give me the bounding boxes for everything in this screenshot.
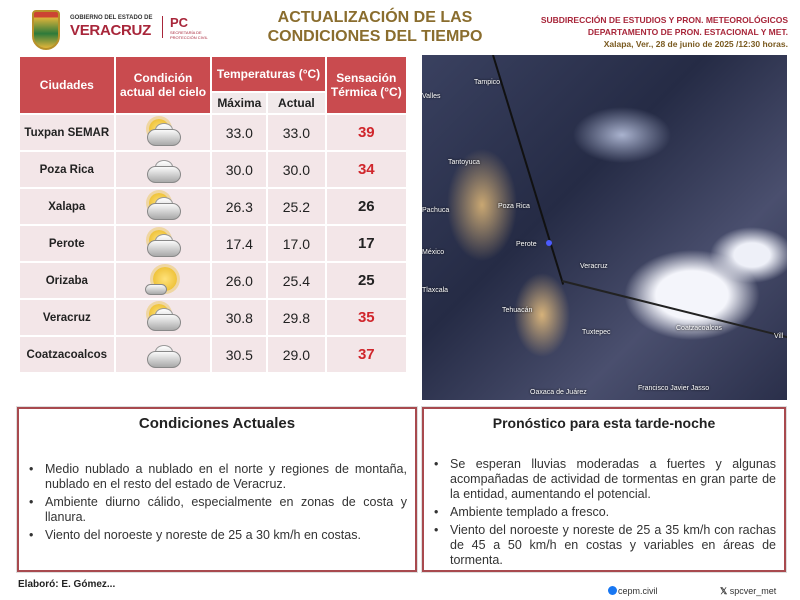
list-item: • Medio nublado a nublado en el norte y regiones de montaña, nublado en el resto del estado de Veracruz. [27, 462, 407, 492]
current-temp: 33.0 [268, 115, 324, 150]
feels-like: 26 [327, 189, 406, 224]
pc-subtitle: SECRETARÍA DE PROTECCIÓN CIVIL [170, 30, 208, 40]
map-label: México [422, 249, 445, 256]
map-label: Valles [422, 93, 441, 100]
sky-cell [116, 115, 211, 150]
table-row [20, 189, 406, 224]
weather-table [18, 55, 408, 374]
city-name: Veracruz [20, 300, 114, 335]
current-temp: 25.2 [268, 189, 324, 224]
current-temp: 30.0 [268, 152, 324, 187]
map-label: Tehuacán [502, 307, 533, 314]
max-temp: 30.0 [212, 152, 266, 187]
forecast-panel [422, 407, 786, 572]
max-temp: 30.5 [212, 337, 266, 372]
coastline [492, 55, 564, 285]
divider [162, 16, 163, 38]
x-handle: spcver_met [729, 586, 777, 596]
map-label: Tlaxcala [422, 287, 449, 294]
feels-like: 25 [327, 263, 406, 298]
current-temp: 25.4 [268, 263, 324, 298]
map-label: Oaxaca de Juárez [530, 389, 587, 396]
facebook-icon [608, 586, 617, 595]
sky-cell [116, 300, 211, 335]
sky-cell [116, 226, 211, 261]
col-sky: Condición actual del cielo [116, 57, 211, 113]
max-temp: 26.3 [212, 189, 266, 224]
dept-line1: SUBDIRECCIÓN DE ESTUDIOS Y PRON. METEOROLÓGICOS [540, 15, 788, 25]
table-row [20, 337, 406, 372]
location-marker [546, 240, 552, 246]
partly-cloudy-icon [143, 192, 183, 222]
col-city: Ciudades [20, 57, 114, 113]
feels-like: 39 [327, 115, 406, 150]
current-conditions-panel [17, 407, 417, 572]
map-label: Tantoyuca [448, 159, 480, 166]
list-item: • Viento del noroeste y noreste de 25 a 35 km/h con rachas de 45 a 50 km/h en costas y variables en áreas de tormenta. [432, 523, 776, 568]
col-temps: Temperaturas (°C) [212, 57, 324, 91]
partly-cloudy-icon [143, 229, 183, 259]
title-line2: CONDICIONES DEL TIEMPO [267, 28, 483, 45]
city-name: Tuxpan SEMAR [20, 115, 114, 150]
partly-cloudy-icon [143, 118, 183, 148]
author: Elaboró: E. Gómez... [18, 579, 116, 590]
table-row [20, 115, 406, 150]
list-item: • Viento del noroeste y noreste de 25 a 30 km/h en costas. [27, 528, 407, 543]
current-temp: 17.0 [268, 226, 324, 261]
feels-like: 35 [327, 300, 406, 335]
current-temp: 29.0 [268, 337, 324, 372]
x-link[interactable] [720, 586, 776, 597]
veracruz-coat-of-arms-logo [32, 10, 60, 50]
max-temp: 33.0 [212, 115, 266, 150]
forecast-title: Pronóstico para esta tarde-noche [492, 415, 716, 431]
sky-cell [116, 337, 211, 372]
map-label: Coatzacoalcos [676, 325, 722, 332]
map-label: Francisco Javier Jasso [638, 385, 710, 392]
city-name: Coatzacoalcos [20, 337, 114, 372]
map-label: Tampico [474, 79, 501, 86]
department-header [541, 14, 788, 50]
feels-like: 17 [327, 226, 406, 261]
table-row [20, 226, 406, 261]
map-label: Veracruz [580, 263, 608, 270]
table-row [20, 300, 406, 335]
list-item: • Se esperan lluvias moderadas a fuertes y algunas acompañadas de actividad de tormentas en gran parte de la entidad, aumentando el potencial. [432, 457, 776, 502]
list-item: • Ambiente diurno cálido, especialmente en zonas de costa y llanura. [27, 495, 407, 525]
table-row [20, 152, 406, 187]
partly-cloudy-icon [143, 303, 183, 333]
page-title [255, 8, 495, 46]
table-row [20, 263, 406, 298]
feels-like: 34 [327, 152, 406, 187]
cloudy-icon [143, 155, 183, 185]
city-name: Orizaba [20, 263, 114, 298]
facebook-link[interactable] [608, 586, 658, 596]
map-label: Vill [774, 333, 784, 340]
cloudy-icon [143, 340, 183, 370]
report-date: Xalapa, Ver., 28 de junio de 2025 /12:30 horas. [603, 39, 788, 49]
facebook-handle: cepm.civil [618, 586, 658, 596]
sky-cell [116, 152, 211, 187]
col-current: Actual [268, 93, 324, 113]
sky-cell [116, 189, 211, 224]
gov-name: VERACRUZ [70, 22, 151, 39]
title-line1: ACTUALIZACIÓN DE LAS [277, 9, 473, 26]
sky-cell [116, 263, 211, 298]
max-temp: 17.4 [212, 226, 266, 261]
pc-logo: PC [170, 15, 189, 30]
map-label: Pachuca [422, 207, 450, 214]
mostly-sunny-icon [143, 266, 183, 296]
city-name: Perote [20, 226, 114, 261]
map-label: Tuxtepec [582, 329, 611, 336]
city-name: Poza Rica [20, 152, 114, 187]
map-label: Poza Rica [498, 203, 530, 210]
current-conditions-title: Condiciones Actuales [138, 415, 296, 432]
list-item: • Ambiente templado a fresco. [432, 505, 776, 520]
x-icon: 𝕏 [720, 586, 730, 596]
gov-small-text: GOBIERNO DEL ESTADO DE [70, 15, 153, 21]
city-name: Xalapa [20, 189, 114, 224]
map-label: Perote [516, 241, 537, 248]
feels-like: 37 [327, 337, 406, 372]
current-temp: 29.8 [268, 300, 324, 335]
dept-line2: DEPARTAMENTO DE PRON. ESTACIONAL Y MET. [587, 27, 788, 37]
max-temp: 26.0 [212, 263, 266, 298]
col-max: Máxima [212, 93, 266, 113]
col-feel: Sensación Térmica (°C) [327, 57, 406, 113]
max-temp: 30.8 [212, 300, 266, 335]
satellite-map [422, 55, 787, 400]
